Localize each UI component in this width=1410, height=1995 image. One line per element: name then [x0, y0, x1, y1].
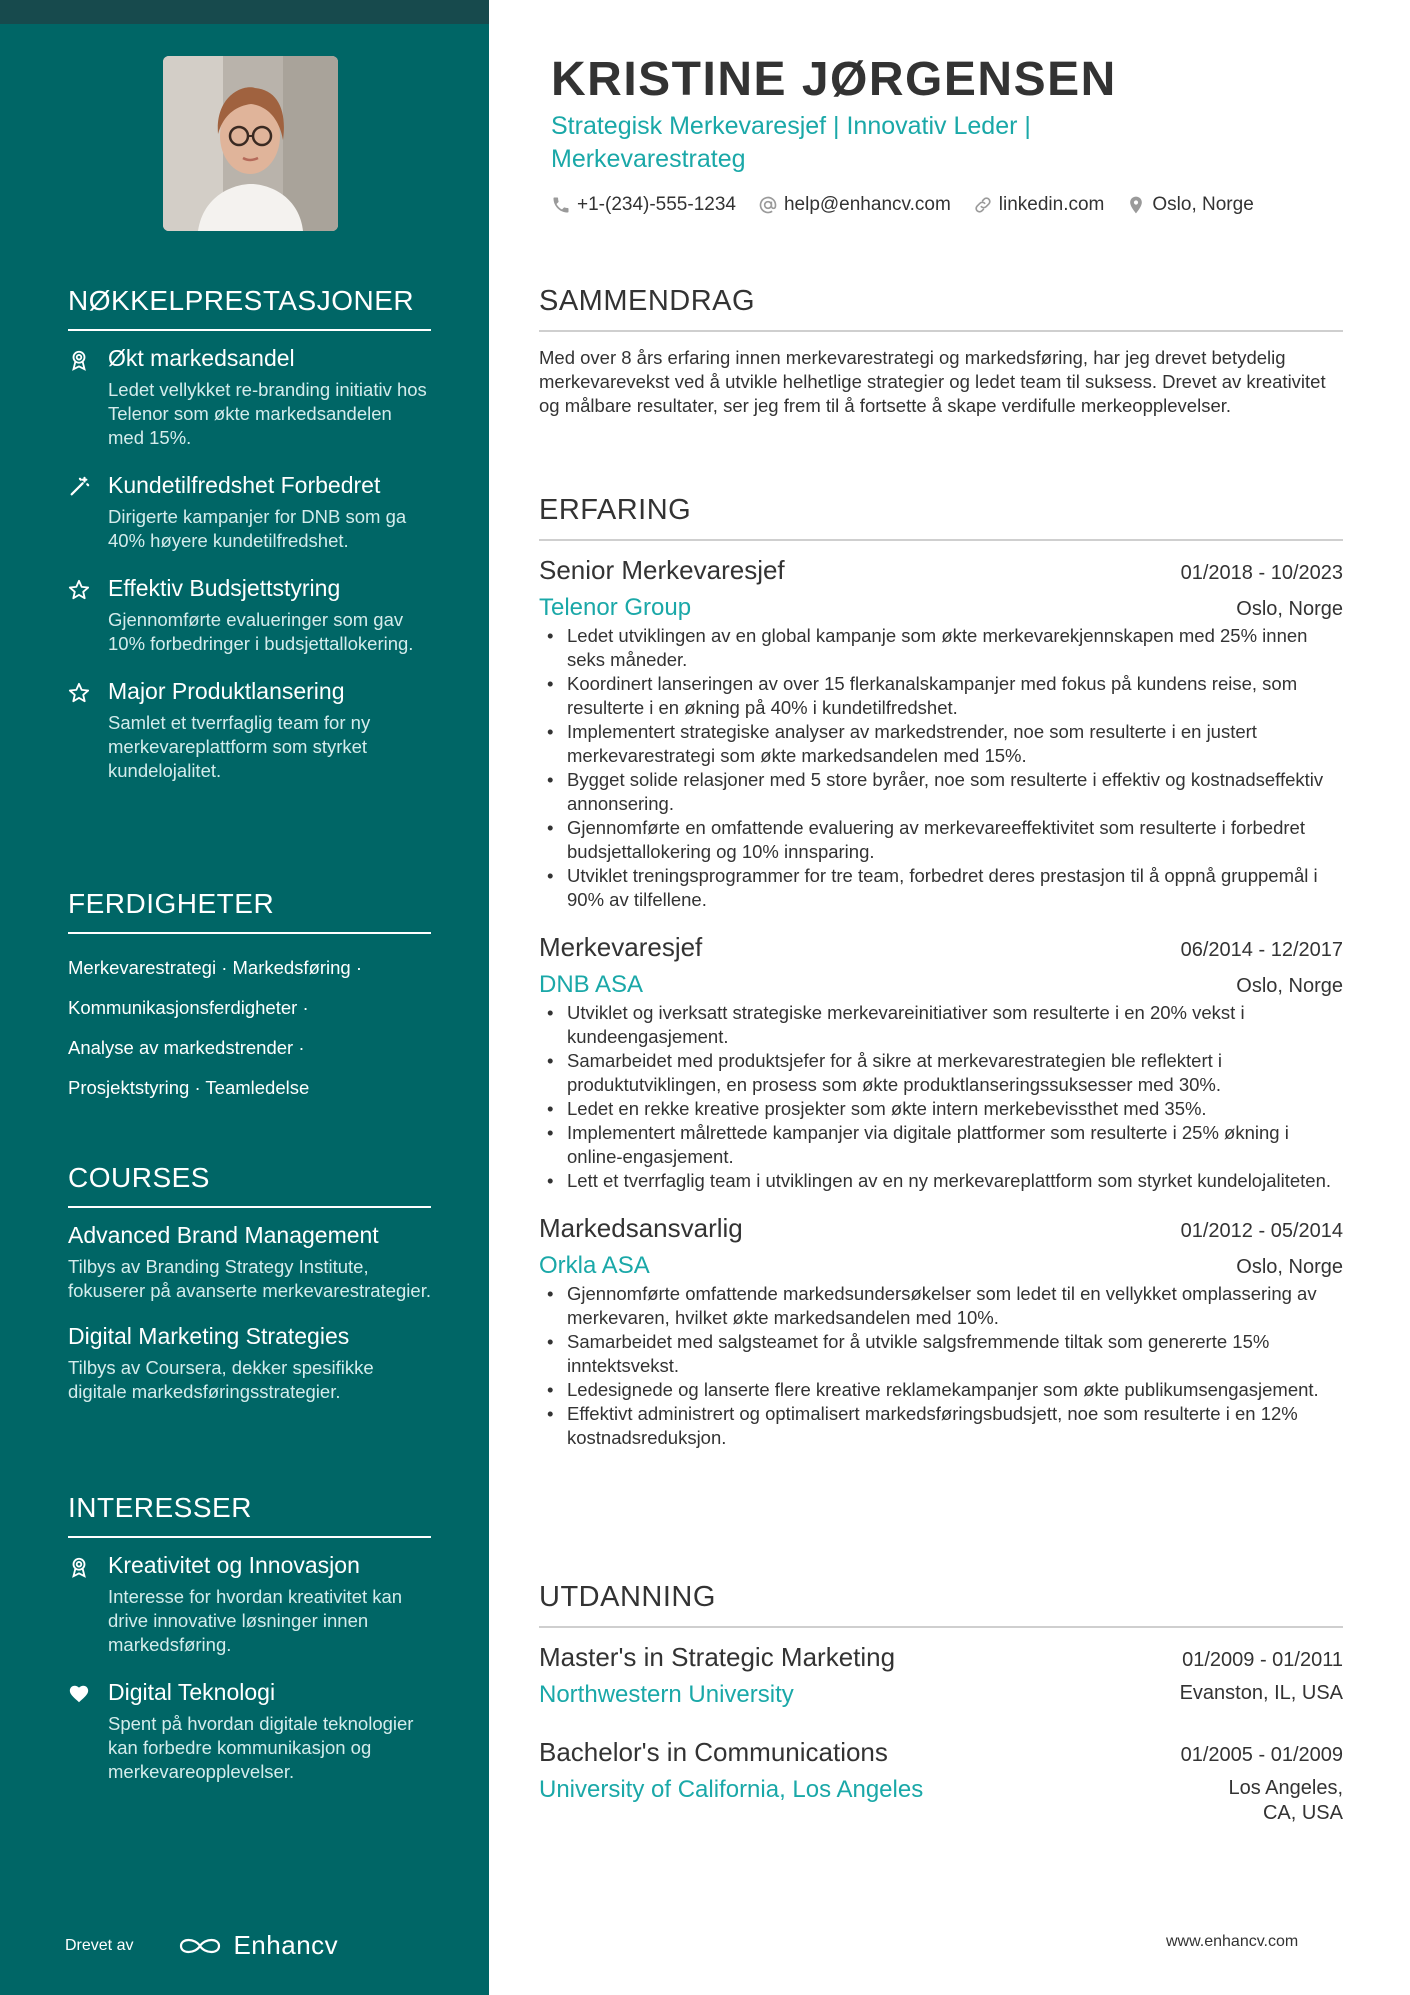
powered-by — [65, 1930, 338, 1961]
headline: Strategisk Merkevaresjef | Innovativ Leder | Merkevarestrateg — [551, 112, 1031, 173]
interest-desc: Interesse for hvordan kreativitet kan drive innovative løsninger innen markedsføring. — [108, 1586, 403, 1655]
achievement-item — [68, 575, 431, 656]
edu-degree: Master's in Strategic Marketing — [539, 1642, 896, 1672]
enhancv-logo[interactable] — [177, 1930, 338, 1961]
achievement-title: Effektiv Budsjettstyring — [108, 575, 341, 601]
skills-title: FERDIGHETER — [68, 888, 431, 934]
infinity-icon — [177, 1934, 223, 1958]
profile-photo — [163, 56, 338, 231]
link-icon — [973, 195, 993, 215]
edu-school: Northwestern University — [539, 1681, 794, 1708]
course-item — [68, 1323, 431, 1404]
skills-line: Analyse av markedstrender · — [68, 1037, 305, 1058]
phone-icon — [551, 195, 571, 215]
job-bullet: • Gjennomførte en omfattende evaluering av merkevareeffektivitet som resulterte i forbedret budsjettallokering og 10% innsparing. — [539, 816, 1343, 864]
experience-title: ERFARING — [539, 494, 1343, 541]
job-company: Telenor Group — [539, 594, 692, 621]
edu-dates: 01/2005 - 01/2009 — [1180, 1744, 1343, 1766]
course-desc: Tilbys av Coursera, dekker spesifikke digitale markedsføringsstrategier. — [68, 1357, 374, 1402]
job-entry — [539, 1213, 1343, 1450]
linkedin-text: linkedin.com — [998, 194, 1105, 215]
edu-location: Los Angeles, CA, USA — [1228, 1777, 1343, 1824]
interest-item — [68, 1679, 431, 1784]
job-bullet: • Koordinert lanseringen av over 15 flerkanalskampanjer med fokus på kundens reise, som resulterte i en økning på 40% i kundetilfredshet. — [539, 672, 1343, 720]
job-entry — [539, 555, 1343, 912]
enhancv-brand: Enhancv — [233, 1930, 339, 1960]
award-icon — [68, 345, 108, 450]
education-section — [539, 1581, 1343, 1854]
star-icon — [68, 575, 108, 656]
powered-by-label: Drevet av — [65, 1936, 134, 1954]
award-icon — [68, 1552, 108, 1657]
achievement-item — [68, 472, 431, 553]
interest-item — [68, 1552, 431, 1657]
job-bullet: • Lett et tverrfaglig team i utviklingen av en ny merkevareplattform som styrket kundelojaliteten. — [539, 1169, 1343, 1193]
job-company: DNB ASA — [539, 971, 644, 998]
achievement-title: Major Produktlansering — [108, 678, 345, 704]
contact-location — [1126, 194, 1253, 216]
heart-icon — [68, 1679, 108, 1784]
summary-text: Med over 8 års erfaring innen merkevarestrategi og markedsføring, har jeg drevet betydelig merkevarevekst ved å utvikle helhetlige strategier og ledet team til suksess. Drevet av kreativitet og målbare resultater, ser jeg frem til å fortsette å skape verdifulle merkeopplevelser. — [539, 347, 1326, 416]
achievements-title: NØKKELPRESTASJONER — [68, 285, 431, 331]
job-location: Oslo, Norge — [1236, 598, 1343, 620]
edu-degree: Bachelor's in Communications — [539, 1737, 888, 1767]
summary-section — [539, 285, 1343, 418]
contact-linkedin[interactable] — [973, 194, 1105, 216]
full-name: KRISTINE JØRGENSEN — [551, 53, 1117, 106]
job-company: Orkla ASA — [539, 1252, 650, 1279]
sidebar-top-band — [0, 0, 489, 24]
skills-line: Prosjektstyring · Teamledelse — [68, 1077, 310, 1098]
job-bullet: • Effektivt administrert og optimalisert markedsføringsbudsjett, noe som resulterte i en 12% kostnadsreduksjon. — [539, 1402, 1343, 1450]
achievement-item — [68, 345, 431, 450]
achievement-title: Kundetilfredshet Forbedret — [108, 472, 381, 498]
location-pin-icon — [1126, 195, 1146, 215]
edu-dates: 01/2009 - 01/2011 — [1182, 1649, 1343, 1671]
job-role: Senior Merkevaresjef — [539, 555, 785, 585]
job-bullet: • Ledet en rekke kreative prosjekter som økte intern merkebevissthet med 35%. — [539, 1097, 1343, 1121]
job-bullet: • Implementert strategiske analyser av markedstrender, noe som resulterte i en justert merkevarestrategi som økte markedsandelen med 15%. — [539, 720, 1343, 768]
achievements-section — [68, 285, 431, 805]
course-title: Digital Marketing Strategies — [68, 1323, 350, 1349]
edu-location: Evanston, IL, USA — [1179, 1682, 1343, 1704]
achievement-desc: Ledet vellykket re-branding initiativ hos Telenor som økte markedsandelen med 15%. — [108, 379, 427, 448]
achievement-item — [68, 678, 431, 783]
skills-line: Kommunikasjonsferdigheter · — [68, 997, 309, 1018]
achievement-desc: Dirigerte kampanjer for DNB som ga 40% høyere kundetilfredshet. — [108, 506, 407, 551]
job-role: Markedsansvarlig — [539, 1213, 743, 1243]
job-bullet: • Ledet utviklingen av en global kampanje som økte merkevarekjennskapen med 25% innen seks måneder. — [539, 624, 1343, 672]
skills-line: Merkevarestrategi · Markedsføring · — [68, 957, 363, 978]
edu-school: University of California, Los Angeles — [539, 1776, 924, 1803]
skills-list — [68, 948, 431, 1108]
interests-section — [68, 1492, 431, 1806]
phone-text: +1-(234)-555-1234 — [577, 194, 736, 215]
footer-url[interactable]: www.enhancv.com — [1166, 1933, 1299, 1950]
education-entry — [539, 1737, 1343, 1826]
education-title: UTDANNING — [539, 1581, 1343, 1628]
job-location: Oslo, Norge — [1236, 975, 1343, 997]
job-bullet: • Utviklet og iverksatt strategiske merkevareinitiativer som resulterte i en 20% vekst i kundeengasjement. — [539, 1001, 1343, 1049]
achievement-title: Økt markedsandel — [108, 345, 295, 371]
job-location: Oslo, Norge — [1236, 1256, 1343, 1278]
job-bullet: • Gjennomførte omfattende markedsundersøkelser som ledet til en vellykket omplassering av merkevaren, hvilket økte markedsandelen med 10%. — [539, 1282, 1343, 1330]
interest-desc: Spent på hvordan digitale teknologier kan forbedre kommunikasjon og merkevareopplevelser. — [108, 1713, 414, 1782]
contact-phone[interactable] — [551, 194, 736, 216]
location-text: Oslo, Norge — [1152, 194, 1254, 215]
course-desc: Tilbys av Branding Strategy Institute, fokuserer på avanserte merkevarestrategier. — [68, 1256, 431, 1301]
skills-section — [68, 888, 431, 1108]
course-item — [68, 1222, 431, 1303]
job-bullet: • Samarbeidet med produktsjefer for å sikre at merkevarestrategien ble reflektert i produktutviklingen, en prosess som økte produktlanseringssuksesser med 30%. — [539, 1049, 1343, 1097]
interest-title: Kreativitet og Innovasjon — [108, 1552, 360, 1578]
job-dates: 01/2012 - 05/2014 — [1180, 1220, 1343, 1242]
interests-title: INTERESSER — [68, 1492, 431, 1538]
summary-title: SAMMENDRAG — [539, 285, 1343, 332]
job-bullets — [539, 1001, 1343, 1193]
experience-section — [539, 494, 1343, 1470]
job-bullet: • Utviklet treningsprogrammer for tre team, forbedret deres prestasjon til å oppnå gruppemål i 90% av tilfellene. — [539, 864, 1343, 912]
job-bullets — [539, 624, 1343, 912]
courses-section — [68, 1162, 431, 1424]
achievement-desc: Samlet et tverrfaglig team for ny merkevareplattform som styrket kundelojalitet. — [108, 712, 371, 781]
job-bullets — [539, 1282, 1343, 1450]
star-icon — [68, 678, 108, 783]
interest-title: Digital Teknologi — [108, 1679, 276, 1705]
course-title: Advanced Brand Management — [68, 1222, 379, 1248]
achievement-desc: Gjennomførte evalueringer som gav 10% forbedringer i budsjettallokering. — [108, 609, 414, 654]
job-bullet: • Samarbeidet med salgsteamet for å utvikle salgsfremmende tiltak som genererte 15% inntektsvekst. — [539, 1330, 1343, 1378]
at-icon — [758, 195, 778, 215]
contact-email[interactable] — [758, 194, 951, 216]
education-entry — [539, 1642, 1343, 1709]
job-bullet: • Ledesignede og lanserte flere kreative reklamekampanjer som økte publikumsengasjement. — [539, 1378, 1343, 1402]
job-role: Merkevaresjef — [539, 932, 703, 962]
job-dates: 06/2014 - 12/2017 — [1180, 939, 1343, 961]
contact-bar — [551, 194, 1276, 216]
email-text: help@enhancv.com — [783, 194, 951, 215]
courses-title: COURSES — [68, 1162, 431, 1208]
sidebar — [0, 0, 489, 1995]
magic-wand-icon — [68, 472, 108, 553]
job-entry — [539, 932, 1343, 1193]
job-bullet: • Implementert målrettede kampanjer via digitale plattformer som resulterte i 25% økning i online-engasjement. — [539, 1121, 1343, 1169]
job-dates: 01/2018 - 10/2023 — [1180, 562, 1343, 584]
job-bullet: • Bygget solide relasjoner med 5 store byråer, noe som resulterte i effektiv og kostnadseffektiv annonsering. — [539, 768, 1343, 816]
